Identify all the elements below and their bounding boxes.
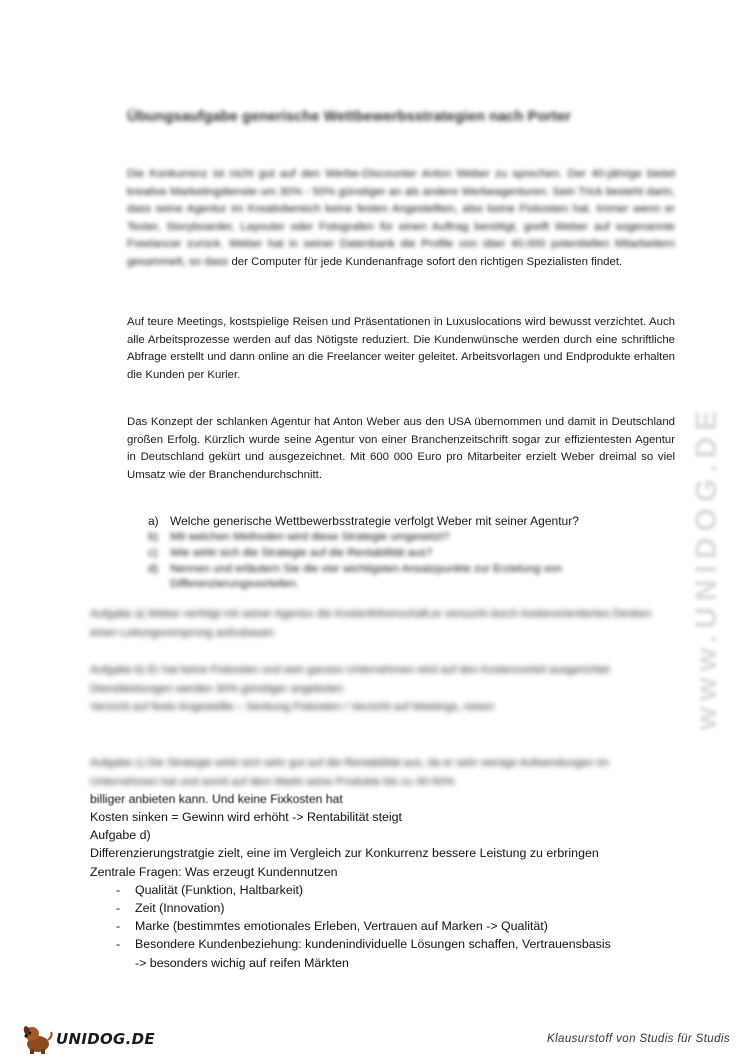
question-label: b) [148, 531, 159, 543]
question-text: Welche generische Wettbewerbsstrategie verfolgt Weber mit seiner Agentur? [170, 514, 579, 528]
bullet-text: Besondere Kundenbeziehung: kundenindividuelle Lösungen schaffen, Vertrauensbasis [135, 937, 611, 952]
question-text: Mit welchen Methoden wird diese Strategie umgesetzt? [170, 531, 450, 543]
question-a [148, 513, 678, 530]
paragraph-1-clear: der Computer für jede Kundenanfrage sofort den richtigen Spezialisten findet. [231, 255, 623, 268]
question-b [148, 530, 678, 545]
answer-d-heading: Aufgabe d) [90, 828, 151, 843]
answer-b-line-2: Dienstleistungen werden 30% günstiger angeboten [90, 682, 344, 695]
answer-kosten-line: Kosten sinken = Gewinn wird erhöht -> Rentabilität steigt [90, 810, 402, 824]
list-item: - Besondere Kundenbeziehung: kundenindividuelle Lösungen schaffen, Vertrauensbasis -> besonders wichig auf reifen Märkten [90, 935, 690, 971]
answer-d-line-2: Zentrale Fragen: Was erzeugt Kundennutzen [90, 864, 338, 879]
bullet-text: Qualität (Funktion, Haltbarkeit) [135, 882, 304, 897]
footer-tagline: Klausurstoff von Studis für Studis [547, 1033, 730, 1045]
question-label: a) [148, 514, 159, 528]
answer-a: Aufgabe a) Weber verfolgt mit seiner Agentur die Kostenführerschaft,er versucht durch kostenorientiertes Denken einen Leitungsvorsprung aufzubauen [90, 608, 652, 639]
list-item: - Qualität (Funktion, Haltbarkeit) [116, 882, 304, 897]
paragraph-1 [127, 166, 675, 271]
bullet-continuation: -> besonders wichig auf reifen Märkten [135, 955, 349, 970]
answer-b-line-1: Aufgabe b) Er hat keine Fixkosten und sein ganzes Unternehmen wird auf den Kostenvorteil ausgerichtet [90, 664, 610, 676]
answer-d [90, 808, 690, 972]
question-list [148, 513, 678, 593]
bullet-text: Marke (bestimmtes emotionales Erleben, Vertrauen auf Marken -> Qualität) [135, 919, 548, 934]
answer-c-partial: billiger anbieten kann. Und keine Fixkosten hat [90, 792, 343, 806]
footer-logo [20, 1022, 155, 1056]
list-item: - Marke (bestimmtes emotionales Erleben, Vertrauen auf Marken -> Qualität) [116, 919, 548, 934]
answer-d-bullets [90, 881, 690, 972]
question-text: Wie wirkt sich die Strategie auf die Rentabilität aus? [170, 547, 433, 559]
watermark: www.UNIDOG.DE [690, 404, 723, 730]
answer-b [90, 661, 670, 717]
paragraph-1-blurred: Die Konkurrenz ist nicht gut auf den Werbe-Discounter Anton Weber zu sprechen. Der 40-jährige bietet kreative Marketingdienste um 30% - 50% günstiger an als andere Werbeagenturen. Sein Trick besteht darin, dass seine Agentur im Kreativbereich keine festen Angestellten, also keine Fixkosten hat. Immer wenn er Texter, Storyboarder, Layouter oder Fotografen für einen Auftrag benötigt, greift Weber auf sogenannte Freelancer zurück. Weber hat in seiner Datenbank die Profile von über 40.000 potentiellen Mitarbeitern gesammelt, so dass [127, 168, 675, 268]
question-label: d) [148, 563, 159, 575]
list-item: - Zeit (Innovation) [116, 901, 225, 916]
question-label: c) [148, 547, 158, 559]
question-c [148, 546, 678, 561]
brand-name: UNIDOG.DE [56, 1030, 155, 1048]
question-text: Nennen und erläutern Sie die vier wichtigsten Ansatzpunkte zur Erzielung von Differenzierungsvorteilen. [170, 563, 562, 590]
page-title: Übungsaufgabe generische Wettbewerbsstrategien nach Porter [127, 109, 571, 125]
answer-d-line-1: Differenzierungstratgie zielt, eine im Vergleich zur Konkurrenz bessere Leistung zu erbringen [90, 846, 599, 861]
bullet-text: Zeit (Innovation) [135, 901, 225, 916]
dog-icon [20, 1022, 54, 1056]
question-d [148, 562, 678, 592]
answer-c: Aufgabe c) Die Strategie wirkt sich sehr gut auf die Rentabilität aus, da er sehr wenige Aufwendungen im Unternehmen hat und somit auf dem Markt seine Produkte bis zu 30-50% [90, 757, 609, 788]
paragraph-2: Auf teure Meetings, kostspielige Reisen und Präsentationen in Luxuslocations wird bewusst verzichtet. Auch alle Arbeitsprozesse werden auf das Nötigste reduziert. Die Kundenwünsche werden durch eine schriftliche Abfrage erstellt und dann online an die Freelancer weiter geleitet. Arbeitsvorlagen und Endprodukte erhalten die Kunden per Kurier. [127, 316, 675, 381]
paragraph-3: Das Konzept der schlanken Agentur hat Anton Weber aus den USA übernommen und damit in Deutschland großen Erfolg. Kürzlich wurde seine Agentur von einer Branchenzeitschrift sogar zur effizientesten Agentur in Deutschland gekürt und ausgezeichnet. Mit 600 000 Euro pro Mitarbeiter erzielt Weber dreimal so viel Umsatz wie der Branchendurchschnitt. [127, 416, 675, 481]
answer-b-line-3: Verzicht auf feste Angestellte – Senkung Fixkosten / Verzicht auf Meetings, reisen [90, 701, 495, 713]
